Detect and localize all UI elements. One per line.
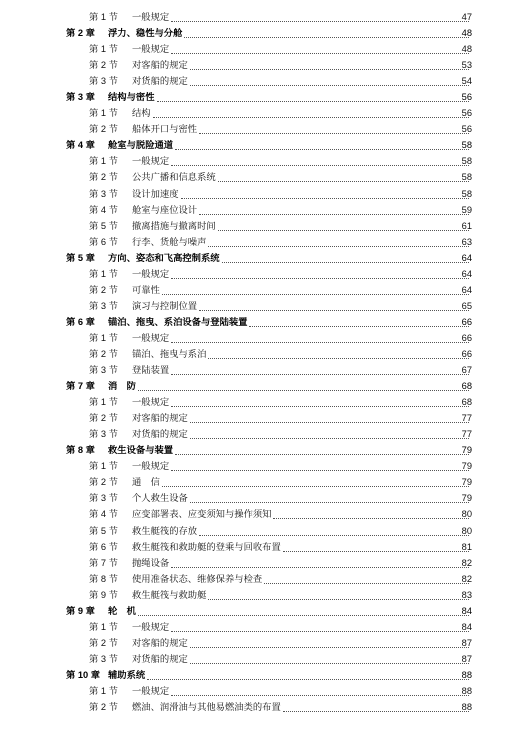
toc-entry-title: 设计加速度: [132, 188, 179, 199]
dot-leader: [199, 118, 469, 134]
toc-entry-number: 第 2 节: [89, 124, 118, 135]
toc-page-number: 64: [461, 284, 472, 295]
toc-page-number: 48: [461, 44, 472, 55]
toc-entry-title: 行李、货舱与噪声: [132, 236, 207, 247]
toc-entry-title: 救生艇筏与救助艇: [132, 589, 207, 600]
toc-entry-title: 撤离措施与撤离时间: [132, 220, 216, 231]
toc-entry-number: 第 3 章: [66, 92, 95, 103]
toc-entry-number: 第 3 节: [89, 365, 118, 376]
toc-entry-title: 一般规定: [132, 12, 170, 22]
toc-entry-title: 对客船的规定: [132, 637, 188, 648]
toc-entry-title: 轮 机: [108, 605, 136, 616]
toc-entry-number: 第 6 节: [89, 541, 118, 552]
toc-entry-number: 第 9 节: [89, 589, 118, 600]
toc-entry-number: 第 1 节: [89, 44, 118, 55]
toc-entry-title: 对货船的规定: [132, 76, 188, 87]
toc-entry-number: 第 3 节: [89, 653, 118, 664]
dot-leader: [184, 22, 469, 38]
dot-leader: [190, 632, 469, 648]
toc-entry-number: 第 3 节: [89, 429, 118, 440]
toc-page-number: 64: [461, 268, 472, 279]
toc-page-number: 83: [461, 589, 472, 600]
dot-leader: [138, 375, 469, 391]
toc-entry-title: 可靠性: [132, 284, 160, 295]
toc-entry-number: 第 2 节: [89, 477, 118, 488]
dot-leader: [171, 6, 469, 22]
toc-entry-number: 第 6 节: [89, 236, 118, 247]
toc-entry-number: 第 7 章: [66, 381, 95, 392]
dot-leader: [162, 471, 469, 487]
toc-page-number: 56: [461, 108, 472, 119]
toc-page-number: 58: [461, 172, 472, 183]
toc-entry-number: 第 6 章: [66, 316, 95, 327]
dot-leader: [190, 648, 469, 664]
toc-page-number: 87: [461, 653, 472, 664]
dot-leader: [171, 391, 469, 407]
toc-page-number: 68: [461, 381, 472, 392]
toc-entry-number: 第 3 节: [89, 76, 118, 87]
toc-page-number: 82: [461, 557, 472, 568]
toc-entry-number: 第 2 节: [89, 637, 118, 648]
dot-leader: [171, 38, 469, 54]
toc-entry-number: 第 1 节: [89, 621, 118, 632]
dot-leader: [171, 680, 469, 696]
toc-page-number: 84: [461, 605, 472, 616]
toc-entry-number: 第 2 节: [89, 348, 118, 359]
dot-leader: [218, 166, 469, 182]
toc-entry-title: 救生艇筏和救助艇的登乘与回收布置: [132, 541, 281, 552]
toc-entry-title: 公共广播和信息系统: [132, 172, 216, 183]
dot-leader: [162, 279, 469, 295]
toc-entry-number: 第 3 节: [89, 300, 118, 311]
dot-leader: [175, 439, 469, 455]
toc-entry-title: 应变部署表、应变须知与操作须知: [132, 509, 272, 520]
toc-page-number: 53: [461, 60, 472, 71]
toc-page-number: 88: [461, 685, 472, 696]
toc-entry-title: 锚泊、拖曳与系泊: [132, 348, 207, 359]
toc-entry-title: 救生艇筏的存放: [132, 525, 198, 536]
dot-leader: [273, 503, 469, 519]
toc-page-number: 79: [461, 445, 472, 456]
dot-leader: [208, 343, 469, 359]
toc-entry-title: 登陆装置: [132, 365, 170, 376]
toc-entry-title: 使用准备状态、维修保养与检查: [132, 573, 263, 584]
toc-entry-number: 第 3 节: [89, 188, 118, 199]
dot-leader: [222, 247, 469, 263]
toc-entry-title: 一般规定: [132, 621, 170, 632]
toc-entry-title: 一般规定: [132, 332, 170, 343]
toc-page-number: 58: [461, 140, 472, 151]
toc-entry-number: 第 3 节: [89, 493, 118, 504]
toc-entry-title: 救生设备与装置: [108, 445, 174, 456]
toc-page-number: 79: [461, 461, 472, 472]
toc-entry-title: 锚泊、拖曳、系泊设备与登陆装置: [108, 316, 248, 327]
toc-entry-number: 第 1 节: [89, 685, 118, 696]
dot-leader: [190, 54, 469, 70]
toc-page-number: 66: [461, 348, 472, 359]
toc-entry-number: 第 1 节: [89, 12, 118, 22]
toc-page-number: 47: [461, 12, 472, 22]
toc-entry-title: 辅助系统: [108, 669, 146, 680]
toc-page-number: 80: [461, 525, 472, 536]
dot-leader: [171, 455, 469, 471]
toc-entry-number: 第 5 节: [89, 220, 118, 231]
toc-page-number: 64: [461, 252, 472, 263]
toc-entry-number: 第 5 节: [89, 525, 118, 536]
toc-page-number: 56: [461, 124, 472, 135]
toc-page-number: 61: [461, 220, 472, 231]
dot-leader: [157, 86, 469, 102]
toc-page-number: 59: [461, 204, 472, 215]
toc-entry-number: 第 2 节: [89, 284, 118, 295]
toc-entry-number: 第 7 节: [89, 557, 118, 568]
dot-leader: [190, 487, 469, 503]
toc-entry-title: 燃油、润滑油与其他易燃油类的布置: [132, 702, 281, 713]
toc-page-number: 79: [461, 477, 472, 488]
toc-entry-title: 结构与密性: [108, 92, 155, 103]
toc-entry-number: 第 2 章: [66, 28, 95, 39]
toc-entry-number: 第 4 章: [66, 140, 95, 151]
toc-page-number: 54: [461, 76, 472, 87]
toc-page-number: 88: [461, 702, 472, 713]
toc-entry-title: 对货船的规定: [132, 653, 188, 664]
toc-entry-title: 演习与控制位置: [132, 300, 198, 311]
dot-leader: [190, 70, 469, 86]
dot-leader: [208, 231, 469, 247]
dot-leader: [138, 600, 469, 616]
toc-entry-number: 第 2 节: [89, 172, 118, 183]
toc-entry-title: 抛绳设备: [132, 557, 170, 568]
toc-entry-number: 第 8 章: [66, 445, 95, 456]
toc-entry-number: 第 5 章: [66, 252, 95, 263]
dot-leader: [190, 407, 469, 423]
toc-entry-title: 一般规定: [132, 156, 170, 167]
toc-entry-title: 一般规定: [132, 461, 170, 472]
dot-leader: [249, 311, 469, 327]
dot-leader: [153, 102, 469, 118]
toc-page-number: 67: [461, 365, 472, 376]
dot-leader: [171, 263, 469, 279]
dot-leader: [283, 536, 469, 552]
toc-entry-number: 第 9 章: [66, 605, 95, 616]
toc-page-number: 80: [461, 509, 472, 520]
toc-page-number: 68: [461, 397, 472, 408]
toc-entry-number: 第 8 节: [89, 573, 118, 584]
toc-entry-title: 通 信: [132, 477, 160, 488]
dot-leader: [218, 215, 469, 231]
toc-entry-number: 第 2 节: [89, 60, 118, 71]
dot-leader: [283, 696, 469, 712]
toc-entry-number: 第 1 节: [89, 108, 118, 119]
toc-section-row[interactable]: [0, 699, 524, 715]
toc-entry-number: 第 2 节: [89, 413, 118, 424]
dot-leader: [199, 295, 469, 311]
toc-page-number: 66: [461, 316, 472, 327]
toc-page-number: 66: [461, 332, 472, 343]
toc-entry-number: 第 2 节: [89, 702, 118, 713]
toc-entry-title: 一般规定: [132, 268, 170, 279]
dot-leader: [199, 199, 469, 215]
toc-entry-title: 浮力、稳性与分舱: [108, 28, 183, 39]
toc-page-number: 77: [461, 413, 472, 424]
toc-entry-title: 船体开口与密性: [132, 124, 198, 135]
toc-entry-title: 对货船的规定: [132, 429, 188, 440]
toc-page-number: 56: [461, 92, 472, 103]
dot-leader: [171, 150, 469, 166]
dot-leader: [199, 520, 469, 536]
dot-leader: [264, 568, 469, 584]
toc-entry-number: 第 4 节: [89, 509, 118, 520]
toc-entry-title: 舱室与座位设计: [132, 204, 198, 215]
toc-entry-number: 第 1 节: [89, 332, 118, 343]
toc-page-number: 58: [461, 188, 472, 199]
dot-leader: [171, 552, 469, 568]
toc-page-number: 87: [461, 637, 472, 648]
toc-page-number: 48: [461, 28, 472, 39]
toc-entry-title: 一般规定: [132, 685, 170, 696]
toc-entry-title: 舱室与脱险通道: [108, 140, 174, 151]
toc-entry-title: 对客船的规定: [132, 413, 188, 424]
toc-page-number: 82: [461, 573, 472, 584]
dot-leader: [190, 423, 469, 439]
toc-entry-title: 个人救生设备: [132, 493, 188, 504]
toc-page-number: 79: [461, 493, 472, 504]
toc-entry-title: 一般规定: [132, 44, 170, 55]
dot-leader: [208, 584, 469, 600]
toc-page-number: 84: [461, 621, 472, 632]
toc-entry-number: 第 1 节: [89, 461, 118, 472]
dot-leader: [175, 134, 469, 150]
dot-leader: [171, 359, 469, 375]
toc-entry-number: 第 1 节: [89, 397, 118, 408]
toc-page-number: 58: [461, 156, 472, 167]
toc-entry-number: 第 1 节: [89, 156, 118, 167]
toc-entry-title: 对客船的规定: [132, 60, 188, 71]
toc-page-number: 63: [461, 236, 472, 247]
toc-entry-title: 消 防: [108, 381, 136, 392]
dot-leader: [171, 327, 469, 343]
toc-entry-title: 结构: [132, 108, 151, 119]
toc-entry-title: 一般规定: [132, 397, 170, 408]
dot-leader: [181, 183, 469, 199]
toc-entry-number: 第 4 节: [89, 204, 118, 215]
toc-page-number: 88: [461, 669, 472, 680]
toc-page-number: 77: [461, 429, 472, 440]
toc-entry-number: 第 10 章: [66, 669, 101, 680]
toc-page-number: 81: [461, 541, 472, 552]
toc-page-number: 65: [461, 300, 472, 311]
toc-entry-title: 方向、姿态和飞高控制系统: [108, 252, 220, 263]
dot-leader: [147, 664, 469, 680]
toc-entry-number: 第 1 节: [89, 268, 118, 279]
dot-leader: [171, 616, 469, 632]
table-of-contents: [0, 9, 524, 715]
